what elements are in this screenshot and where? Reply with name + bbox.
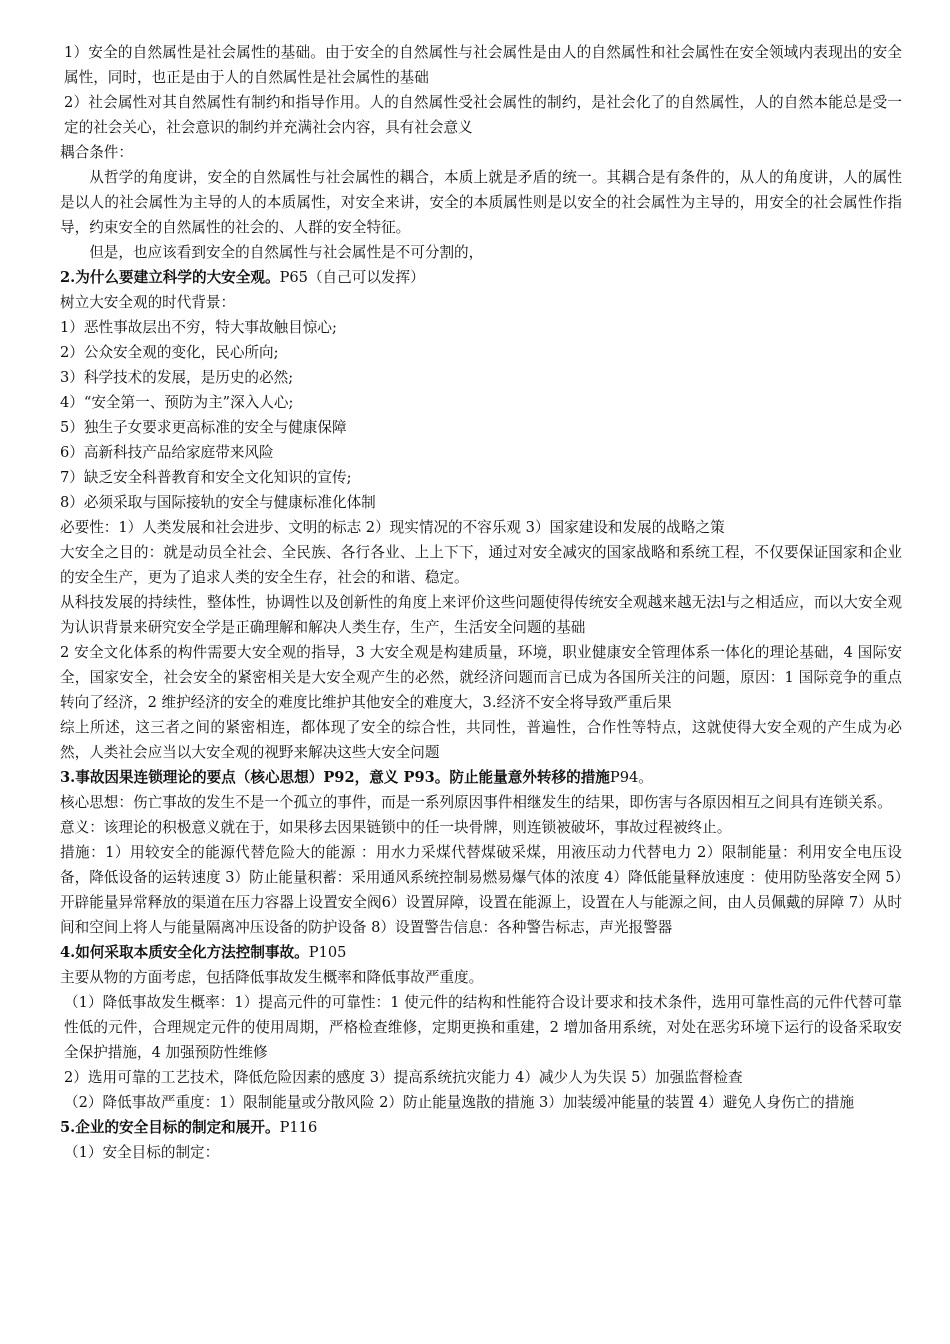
paragraph-philosophy: 从哲学的角度讲，安全的自然属性与社会属性的耦合，本质上就是矛盾的统一。其耦合是有条件的，从人的角度讲，人的属性是以人的社会属性为主导的人的本质属性，对安全来讲，安全的本质属性则是以安全的社会属性为主导的，用安全的社会属性作指导，约束安全的自然属性的社会的、人群的安全特征。 [60,169,902,236]
paragraph-inseparable: 但是，也应该看到安全的自然属性与社会属性是不可分割的， [89,244,484,261]
heading-q2 [60,265,902,290]
heading-text: 4.如何采取本质安全化方法控制事故。 [60,944,309,961]
list-item: 7）缺乏安全科普教育和安全文化知识的宣传; [60,469,352,486]
paragraph-background-label: 树立大安全观的时代背景： [60,294,236,311]
paragraph-process-tech: 2）选用可靠的工艺技术，降低危险因素的感度 3）提高系统抗灾能力 4）减少人为失误 5）加强监督检查 [64,1069,743,1086]
paragraph-culture-system: 2 安全文化体系的构件需要大安全观的指导，3 大安全观是构建质量，环境，职业健康安全管理体系一体化的理论基础，4 国际安全，国家安全，社会安全的紧密相关是大安全观产生的必然，就经济问题而言已成为各国所关注的问题，原因：1 国际竞争的重点转向了经济，2 维护经济的安全的难度比维护其他安全的难度大，3.经济不安全将导致严重后果 [60,644,902,711]
paragraph-purpose: 大安全之目的：就是动员全社会、全民族、各行各业、上上下下，通过对安全减灾的国家战略和系统工程，不仅要保证国家和企业的安全生产，更为了追求人类的安全生存，社会的和谐、稳定。 [60,544,902,586]
list-item: 3）科学技术的发展，是历史的必然; [60,369,294,386]
heading-text: 3.事故因果连锁理论的要点（核心思想）P92，意义 P93。防止能量意外转移的措施 [60,769,610,786]
paragraph-core-idea: 核心思想：伤亡事故的发生不是一个孤立的事件，而是一系列原因事件相继发生的结果，即伤害与各原因相互之间具有连锁关系。 [60,794,892,811]
paragraph-tech-perspective: 从科技发展的持续性，整体性，协调性以及创新性的角度上来评价这些问题使得传统安全观越来越无法l与之相适应，而以大安全观为认识背景来研究安全学是正确理解和解决人类生存，生产，生活安全问题的基础 [60,594,902,636]
document-page [60,40,902,1165]
page-reference: P105 [308,944,347,961]
heading-text: 5.企业的安全目标的制定和展开。 [60,1119,280,1136]
paragraph-necessity: 必要性：1）人类发展和社会进步、文明的标志 2）现实情况的不容乐观 3）国家建设和发展的战略之策 [60,519,725,536]
list-item: 1）恶性事故层出不穷，特大事故触目惊心; [60,319,337,336]
paragraph-natural-attribute: 1）安全的自然属性是社会属性的基础。由于安全的自然属性与社会属性是由人的自然属性和社会属性在安全领域内表现出的安全属性，同时，也正是由于人的自然属性是社会属性的基础 [64,44,902,86]
list-item: 6）高新科技产品给家庭带来风险 [60,444,274,461]
paragraph-social-attribute: 2）社会属性对其自然属性有制约和指导作用。人的自然属性受社会属性的制约，是社会化了的自然属性，人的自然本能总是受一定的社会关心，社会意识的制约并充满社会内容，具有社会意义 [64,94,902,136]
heading-q4 [60,940,902,965]
page-reference: P116 [279,1119,318,1136]
page-reference: P65（自己可以发挥） [279,269,425,286]
paragraph-measures: 措施：1）用较安全的能源代替危险大的能源 ：用水力采煤代替煤破采煤，用液压动力代替电力 2）限制能量：利用安全电压设备，降低设备的运转速度 3）防止能量积蓄：采用通风系统控制易燃易爆气体的浓度 4）降低能量释放速度 ：使用防坠落安全网 5）开辟能量异常释放的渠道在压力容器上设置安全阀6）设置屏障，设置在能源上，设置在人与能源之间，由人员佩戴的屏障 7）从时间和空间上将人与能量隔离冲压设备的防护设备 8）设置警告信息：各种警告标志，声光报警器 [60,844,902,936]
paragraph-coupling-label: 耦合条件： [60,144,133,161]
paragraph-summary: 综上所述，这三者之间的紧密相连，都体现了安全的综合性，共同性，普遍性，合作性等特点，这就使得大安全观的产生成为必然，人类社会应当以大安全观的视野来解决这些大安全问题 [60,719,902,761]
list-item: 2）公众安全观的变化，民心所向; [60,344,279,361]
heading-text: 2.为什么要建立科学的大安全观。 [60,269,280,286]
heading-q5 [60,1115,902,1140]
paragraph-target-setting: （1）安全目标的制定： [64,1144,220,1161]
list-item: 5）独生子女要求更高标准的安全与健康保障 [60,419,347,436]
paragraph-reduce-severity: （2）降低事故严重度：1）限制能量或分散风险 2）防止能量逸散的措施 3）加装缓冲能量的装置 4）避免人身伤亡的措施 [64,1094,855,1111]
paragraph-significance: 意义：该理论的积极意义就在于，如果移去因果链锁中的任一块骨牌，则连锁被破坏，事故过程被终止。 [60,819,732,836]
paragraph-intro: 主要从物的方面考虑，包括降低事故发生概率和降低事故严重度。 [60,969,484,986]
list-item: 8）必须采取与国际接轨的安全与健康标准化体制 [60,494,376,511]
paragraph-reduce-probability: （1）降低事故发生概率：1）提高元件的可靠性：1 使元件的结构和性能符合设计要求和技术条件，选用可靠性高的元件代替可靠性低的元件，合理规定元件的使用周期，严格检查维修，定期更换和重建，2 增加备用系统，对处在恶劣环境下运行的设备采取安全保护措施，4 加强预防性维修 [64,994,902,1061]
list-item: 4）“安全第一、预防为主”深入人心; [60,394,294,411]
heading-q3 [60,765,902,790]
page-reference: P94。 [609,769,653,786]
